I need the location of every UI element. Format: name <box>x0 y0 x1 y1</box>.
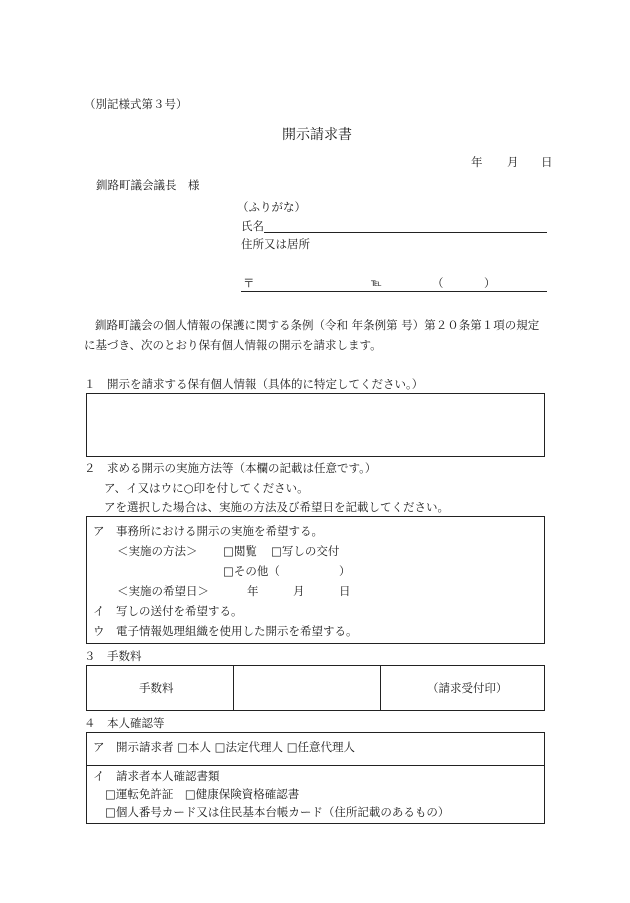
page-title: 開示請求書 <box>282 127 352 143</box>
tel-label: ℡ <box>371 278 382 289</box>
identity-table <box>86 732 545 824</box>
section-2-note-2: アを選択した場合は、実施の方法及び希望日を記載してください。 <box>104 500 449 514</box>
fee-label: 手数料 <box>139 681 174 695</box>
fee-table <box>86 665 545 711</box>
reception-stamp-label: （請求受付印） <box>427 681 508 695</box>
desired-date-year[interactable]: 年 <box>247 584 259 598</box>
method-label: ＜実施の方法＞ <box>117 544 198 558</box>
intro-line-1: 釧路町議会の個人情報の保護に関する条例（令和 年条例第 号）第２０条第１項の規定 <box>95 318 540 332</box>
section-3-heading: ３ 手数料 <box>84 649 142 663</box>
name-field[interactable] <box>264 232 547 233</box>
method-other-checkbox[interactable]: □その他（ <box>223 564 280 578</box>
date-day[interactable]: 日 <box>541 155 553 169</box>
tel-open-paren: （ <box>432 276 444 290</box>
desired-date-label: ＜実施の希望日＞ <box>117 584 209 598</box>
section-1-heading: １ 開示を請求する保有個人情報（具体的に特定してください。） <box>84 377 424 391</box>
postal-mark: 〒 <box>243 276 255 290</box>
address-field[interactable] <box>241 291 547 292</box>
intro-line-2: に基づき、次のとおり保有個人情報の開示を請求します。 <box>84 338 382 352</box>
date-month[interactable]: 月 <box>507 155 519 169</box>
section-1-input-box[interactable] <box>86 393 545 457</box>
option-i[interactable]: イ 写しの送付を希望する。 <box>93 604 243 618</box>
id-docs-line-1[interactable]: □運転免許証 □健康保険資格確認書 <box>105 787 300 801</box>
requester-type-row[interactable]: ア 開示請求者 □本人 □法定代理人 □任意代理人 <box>93 740 356 754</box>
id-docs-line-2[interactable]: □個人番号カード又は住民基本台帳カード（住所記載のあるもの） <box>105 805 450 819</box>
tel-close-paren: ） <box>484 276 496 290</box>
section-2-heading: ２ 求める開示の実施方法等（本欄の記載は任意です。） <box>84 461 377 475</box>
section-2-note-1: ア、イ又はウに○印を付してください。 <box>104 481 309 495</box>
method-other-close: ） <box>339 564 351 578</box>
section-2-box <box>86 516 545 644</box>
id-docs-heading: イ 請求者本人確認書類 <box>93 769 220 783</box>
fee-table-divider-1 <box>233 666 234 710</box>
addressee: 釧路町議会議長 様 <box>96 178 200 192</box>
method-copy-checkbox[interactable]: □写しの交付 <box>271 544 340 558</box>
fee-table-divider-2 <box>380 666 381 710</box>
method-view-checkbox[interactable]: □閲覧 <box>223 544 257 558</box>
desired-date-day[interactable]: 日 <box>339 584 351 598</box>
name-label: 氏名 <box>241 219 264 233</box>
address-label: 住所又は居所 <box>241 237 310 251</box>
desired-date-month[interactable]: 月 <box>293 584 305 598</box>
date-year[interactable]: 年 <box>471 155 483 169</box>
form-number: （別記様式第３号） <box>84 97 188 111</box>
option-u[interactable]: ウ 電子情報処理組織を使用した開示を希望する。 <box>93 624 358 638</box>
option-a[interactable]: ア 事務所における開示の実施を希望する。 <box>93 524 323 538</box>
section-4-heading: ４ 本人確認等 <box>84 716 165 730</box>
furigana-label: （ふりがな） <box>237 200 306 214</box>
identity-table-divider <box>87 765 544 766</box>
